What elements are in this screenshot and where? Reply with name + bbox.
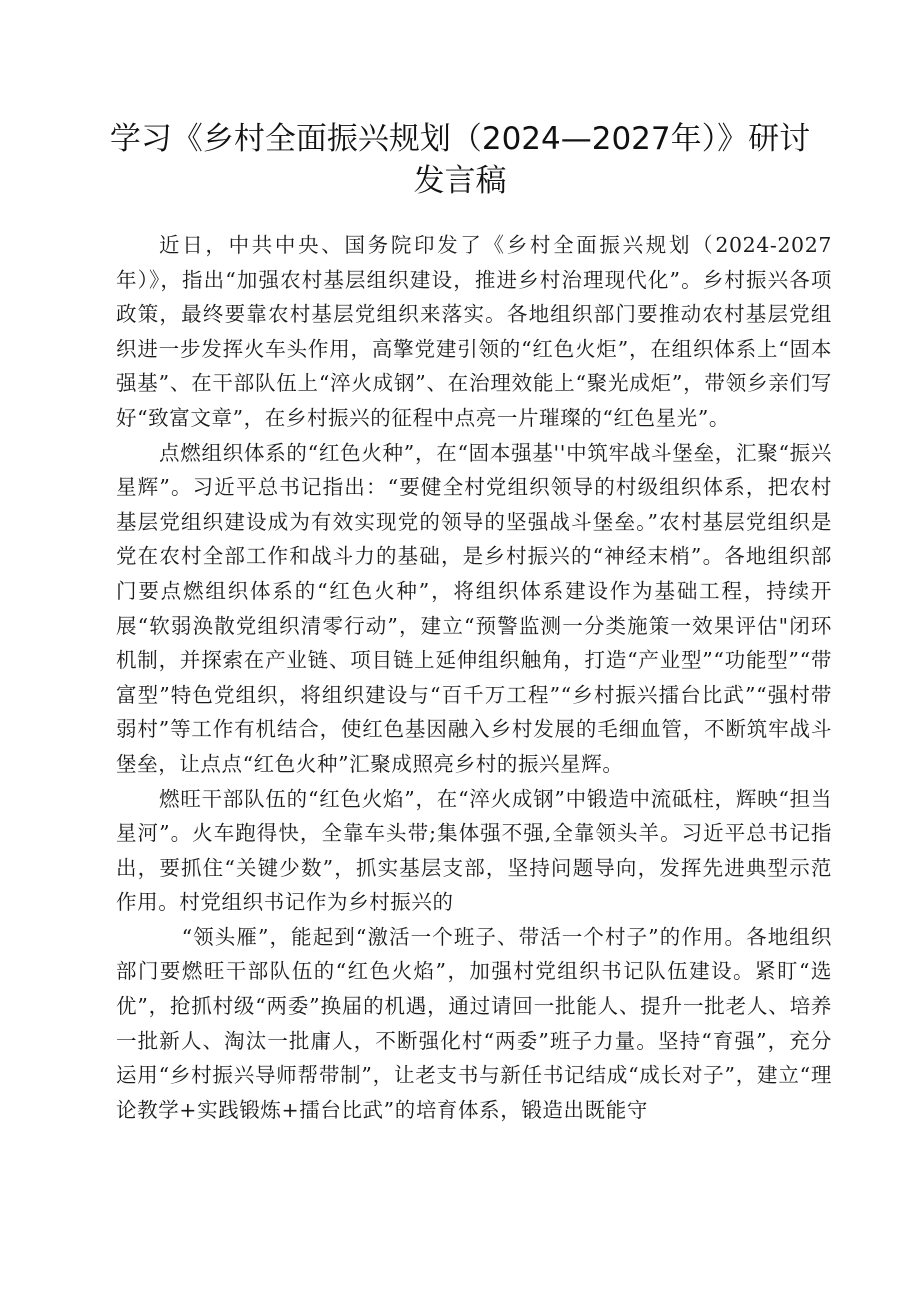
paragraph-cadre-team: 燃旺干部队伍的“红色火焰”，在“淬火成钢”中锻造中流砥柱，辉映“担当星河”。火车跑得快，全靠车头带;集体强不强,全靠领头羊。习近平总书记指出，要抓住“关键少数”，抓实基层支部，坚持问题导向，发挥先进典型示范作用。村党组织书记作为乡村振兴的 — [116, 786, 832, 915]
document-title-line-2: 发言稿 — [413, 163, 507, 199]
document-title — [90, 118, 830, 202]
document-title-line-1: 学习《乡村全面振兴规划（2024—2027年）》研讨 — [109, 121, 811, 157]
paragraph-cadre-team-continued: “领头雁”，能起到“激活一个班子、带活一个村子”的作用。各地组织部门要燃旺干部队伍的“红色火焰”，加强村党组织书记队伍建设。紧盯“选优”，抢抓村级“两委”换届的机遇，通过请回一批能人、提升一批老人、培养一批新人、淘汰一批庸人，不断强化村“两委”班子力量。坚持“育强”，充分运用“乡村振兴导师帮带制”，让老支书与新任书记结成“成长对子”，建立“理论教学+实践锻炼+擂台比武”的培育体系，锻造出既能守 — [116, 924, 832, 1122]
document-body — [116, 228, 832, 1127]
paragraph-intro: 近日，中共中央、国务院印发了《乡村全面振兴规划（2024-2027年）》，指出“加强农村基层组织建设，推进乡村治理现代化”。乡村振兴各项政策，最终要靠农村基层党组织来落实。各地组织部门要推动农村基层党组织进一步发挥火车头作用，高擎党建引领的“红色火炬”，在组织体系上“固本强基”、在干部队伍上“淬火成钢”、在治理效能上“聚光成炬”，带领乡亲们写好“致富文章”，在乡村振兴的征程中点亮一片璀璨的“红色星光”。 — [116, 233, 832, 430]
paragraph-organization-system: 点燃组织体系的“红色火种”，在“固本强基''中筑牢战斗堡垒，汇聚“振兴星辉”。习近平总书记指出：“要健全村党组织领导的村级组织体系，把农村基层党组织建设成为有效实现党的领导的坚强战斗堡垒。”农村基层党组织是党在农村全部工作和战斗力的基础，是乡村振兴的“神经末梢”。各地组织部门要点燃组织体系的“红色火种”，将组织体系建设作为基础工程，持续开展“软弱涣散党组织清零行动”，建立“预警监测一分类施策一效果评估"闭环机制，并探索在产业链、项目链上延伸组织触角，打造“产业型”“功能型”“带富型”特色党组织，将组织建设与“百千万工程”“乡村振兴擂台比武”“强村带弱村”等工作有机结合，使红色基因融入乡村发展的毛细血管，不断筑牢战斗堡垒，让点点“红色火种”汇聚成照亮乡村的振兴星辉。 — [116, 440, 832, 776]
